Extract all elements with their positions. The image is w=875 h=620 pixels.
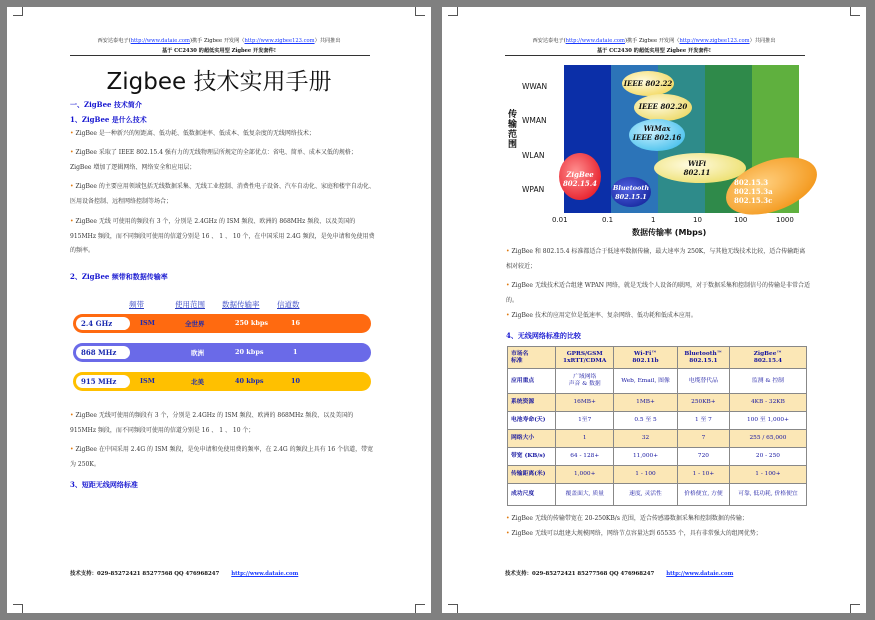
table-row — [508, 430, 807, 448]
table-cell: 成功尺度 — [508, 484, 556, 506]
y-tick-label: WWAN — [522, 82, 548, 91]
table-cell: 传输距离(米) — [508, 466, 556, 484]
table-header-cell: GPRS/GSM 1xRTT/CDMA — [556, 347, 614, 369]
band-rate: 250 kbps — [235, 319, 269, 327]
subsection-heading: 3、短距无线网络标准 — [70, 480, 138, 489]
x-axis-label: 数据传输率 (Mbps) — [632, 228, 707, 237]
header-link[interactable]: http://www.zigbee123.com — [679, 38, 750, 44]
crop-mark — [850, 604, 860, 613]
y-tick-label: WMAN — [522, 116, 547, 125]
band-type: ISM — [140, 319, 155, 327]
table-cell: 监测 & 控制 — [729, 369, 806, 394]
table-cell: 1至7 — [556, 412, 614, 430]
table-cell: 覆盖面大, 质量 — [556, 484, 614, 506]
band-region: 北美 — [191, 378, 204, 386]
table-cell: 系统资源 — [508, 394, 556, 412]
page-1 — [7, 7, 431, 613]
table-cell: 应用重点 — [508, 369, 556, 394]
footer-link[interactable]: http://www.dataie.com — [666, 571, 734, 577]
band-row — [73, 372, 371, 391]
band-region: 全世界 — [185, 320, 205, 328]
table-header-cell: ZigBee™ 802.15.4 — [729, 347, 806, 369]
page-header: 西安达泰电子(http://www.dataie.com)携手 Zigbee 开发网（http://www.zigbee123.com）共同推出 — [97, 38, 341, 44]
band-channels: 10 — [291, 377, 301, 385]
table-row — [508, 394, 807, 412]
bubble-label: 802.15.3 802.15.3a 802.15.3c — [734, 178, 773, 205]
table-cell: 1,000+ — [556, 466, 614, 484]
table-row — [508, 412, 807, 430]
header-link[interactable]: http://www.zigbee123.com — [244, 38, 315, 44]
band-frequency: 868 MHz — [76, 346, 130, 359]
table-row — [508, 484, 807, 506]
bubble-label: IEEE 802.22 — [623, 79, 673, 88]
bubble-label: ZigBee 802.15.4 — [562, 170, 598, 188]
crop-mark — [850, 7, 860, 16]
table-cell: 广域网络 声音 & 数据 — [556, 369, 614, 394]
section-heading: 一、ZigBee 技术简介 — [70, 100, 142, 109]
table-cell: 电缆替代品 — [677, 369, 729, 394]
x-tick-label: 1 — [651, 216, 656, 224]
bubble-label: IEEE 802.20 — [638, 102, 688, 111]
band-header: 频带 — [129, 300, 144, 309]
table-cell: 可靠, 低功耗, 价格便宜 — [729, 484, 806, 506]
table-cell: 1 - 10+ — [677, 466, 729, 484]
table-header-cell: Bluetooth™ 802.15.1 — [677, 347, 729, 369]
band-row — [73, 314, 371, 333]
table-cell: 1 至 7 — [677, 412, 729, 430]
chart-plot-area — [564, 65, 799, 213]
paragraph: • ZigBee 和 802.15.4 标准都适合于低速率数据传输，最大速率为 250K，与其他无线技术比较，适合传输距离相对较近； — [506, 248, 806, 270]
paragraph: • ZigBee 无线技术适合组建 WPAN 网络，就是无线个人设备的联网，对于数据采集和控制信号的传输是非常合适的。 — [506, 282, 810, 304]
band-header: 信道数 — [277, 300, 300, 309]
crop-mark — [448, 7, 458, 16]
x-tick-label: 10 — [693, 216, 702, 224]
paragraph: • ZigBee 采取了 IEEE 802.15.4 强有力的无线物理层所规定的全部优点：省电、简单、成本又低的规格；ZigBee 增加了逻辑网络、网络安全和应用层； — [70, 149, 357, 171]
header-link[interactable]: http://www.dataie.com — [130, 38, 190, 44]
band-header: 使用范围 — [175, 300, 205, 309]
table-cell: 100 至 1,000+ — [729, 412, 806, 430]
band-type: ISM — [140, 377, 155, 385]
crop-mark — [13, 7, 23, 16]
crop-mark — [415, 7, 425, 16]
band-row — [73, 343, 371, 362]
x-tick-label: 0.1 — [602, 216, 614, 224]
y-tick-label: WPAN — [522, 185, 545, 194]
paragraph: • ZigBee 无线 可使用的频段有 3 个，分别是 2.4GHz 的 ISM 频段、欧洲的 868MHz 频段、以及美国的 915MHz 频段，而不同频段可使用的信道分别是 16 、 1 、 10 个，在中国采用 2.4G 频段，是免申请和免使用费的频率。 — [70, 218, 375, 254]
table-row — [508, 369, 807, 394]
paragraph: • ZigBee 无线可以组建大规模网络，网络节点容量达到 65535 个，具有非常强大的组网优势； — [506, 530, 762, 537]
paragraph: • ZigBee 是一种新兴的短距离、低功耗、低数据速率、低成本、低复杂度的无线网络技术； — [70, 130, 315, 137]
table-cell: 1 — [556, 430, 614, 448]
y-axis-label: 传输范围 — [508, 110, 518, 150]
page-title: Zigbee 技术实用手册 — [106, 69, 332, 95]
band-frequency: 915 MHz — [76, 375, 130, 388]
paragraph: • ZigBee 技术的应用定位是低速率、复杂网络、低功耗和低成本应用。 — [506, 312, 697, 319]
crop-mark — [448, 604, 458, 613]
header-subtitle: 基于 CC2430 的超低实用型 Zigbee 开发套件! — [161, 48, 277, 54]
table-header-cell: Wi-Fi™ 802.11b — [614, 347, 678, 369]
header-rule — [70, 55, 370, 56]
table-cell: 1MB+ — [614, 394, 678, 412]
table-cell: 4KB - 32KB — [729, 394, 806, 412]
table-cell: 速度, 灵活性 — [614, 484, 678, 506]
table-cell: 64 - 128+ — [556, 448, 614, 466]
comparison-table — [507, 346, 807, 506]
subsection-heading: 4、无线网络标准的比较 — [506, 331, 581, 340]
table-cell: 720 — [677, 448, 729, 466]
table-cell: 32 — [614, 430, 678, 448]
page-footer: 技术支持：029-85272421 85277568 QQ 476968247 http://www.dataie.com — [505, 571, 734, 577]
table-row — [508, 466, 807, 484]
table-header-cell: 市场名 标准 — [508, 347, 556, 369]
paragraph: • ZigBee 无线的传输带宽在 20-250KB/s 范围，适合传感器数据采集和控制数据的传输； — [506, 515, 748, 522]
paragraph: • ZigBee 无线可使用的频段有 3 个，分别是 2.4GHz 的 ISM 频段、欧洲的 868MHz 频段、以及美国的 915MHz 频段，而不同频段可使用的信道分别是 16 、 1 、 10 个； — [70, 412, 354, 434]
table-cell: 0.5 至 5 — [614, 412, 678, 430]
table-cell: 1 - 100+ — [729, 466, 806, 484]
table-cell: 电池寿命(天) — [508, 412, 556, 430]
page-header: 西安达泰电子(http://www.dataie.com)携手 Zigbee 开发网（http://www.zigbee123.com）共同推出 — [532, 38, 776, 44]
bubble-label: Bluetooth 802.15.1 — [612, 184, 650, 201]
crop-mark — [13, 604, 23, 613]
band-region: 欧洲 — [191, 349, 204, 357]
table-cell: 7 — [677, 430, 729, 448]
crop-mark — [415, 604, 425, 613]
table-cell: 价格便宜, 方便 — [677, 484, 729, 506]
subsection-heading: 2、ZigBee 频带和数据传输率 — [70, 272, 168, 281]
table-cell: 带宽 (KB/s) — [508, 448, 556, 466]
subsection-heading: 1、ZigBee 是什么技术 — [70, 115, 147, 124]
x-tick-label: 1000 — [776, 216, 794, 224]
table-cell: 1 - 100 — [614, 466, 678, 484]
table-cell: 250KB+ — [677, 394, 729, 412]
table-cell: 16MB+ — [556, 394, 614, 412]
paragraph: • ZigBee 在中国采用 2.4G 的 ISM 频段，是免申请和免使用费的频率，在 2.4G 的频段上具有 16 个信道，带宽为 250K。 — [70, 446, 374, 468]
band-rate: 40 kbps — [235, 377, 264, 385]
paragraph: • ZigBee 的主要应用领域包括无线数据采集、无线工业控制、消费性电子设备、汽车自动化、家庭和楼宇自动化、医用设备控制、远程网络控制等场合； — [70, 183, 375, 205]
table-cell: 255 / 65,000 — [729, 430, 806, 448]
band-channels: 16 — [291, 319, 301, 327]
band-rate: 20 kbps — [235, 348, 264, 356]
x-tick-label: 100 — [734, 216, 748, 224]
table-cell: Web, Email, 图像 — [614, 369, 678, 394]
table-cell: 网络大小 — [508, 430, 556, 448]
header-rule — [505, 55, 805, 56]
table-cell: 20 - 250 — [729, 448, 806, 466]
bubble-label: WiMax IEEE 802.16 — [632, 124, 682, 142]
band-header: 数据传输率 — [222, 300, 260, 309]
x-tick-label: 0.01 — [552, 216, 568, 224]
table-row — [508, 448, 807, 466]
header-link[interactable]: http://www.dataie.com — [565, 38, 625, 44]
band-channels: 1 — [293, 348, 298, 356]
table-header-row — [508, 347, 807, 369]
bubble-label: WiFi 802.11 — [683, 159, 711, 177]
header-subtitle: 基于 CC2430 的超低实用型 Zigbee 开发套件! — [596, 48, 712, 54]
page-footer: 技术支持：029-85272421 85277568 QQ 476968247 http://www.dataie.com — [70, 571, 299, 577]
footer-link[interactable]: http://www.dataie.com — [231, 571, 299, 577]
page-2 — [442, 7, 866, 613]
y-tick-label: WLAN — [522, 151, 545, 160]
band-frequency: 2.4 GHz — [76, 317, 130, 330]
table-cell: 11,000+ — [614, 448, 678, 466]
